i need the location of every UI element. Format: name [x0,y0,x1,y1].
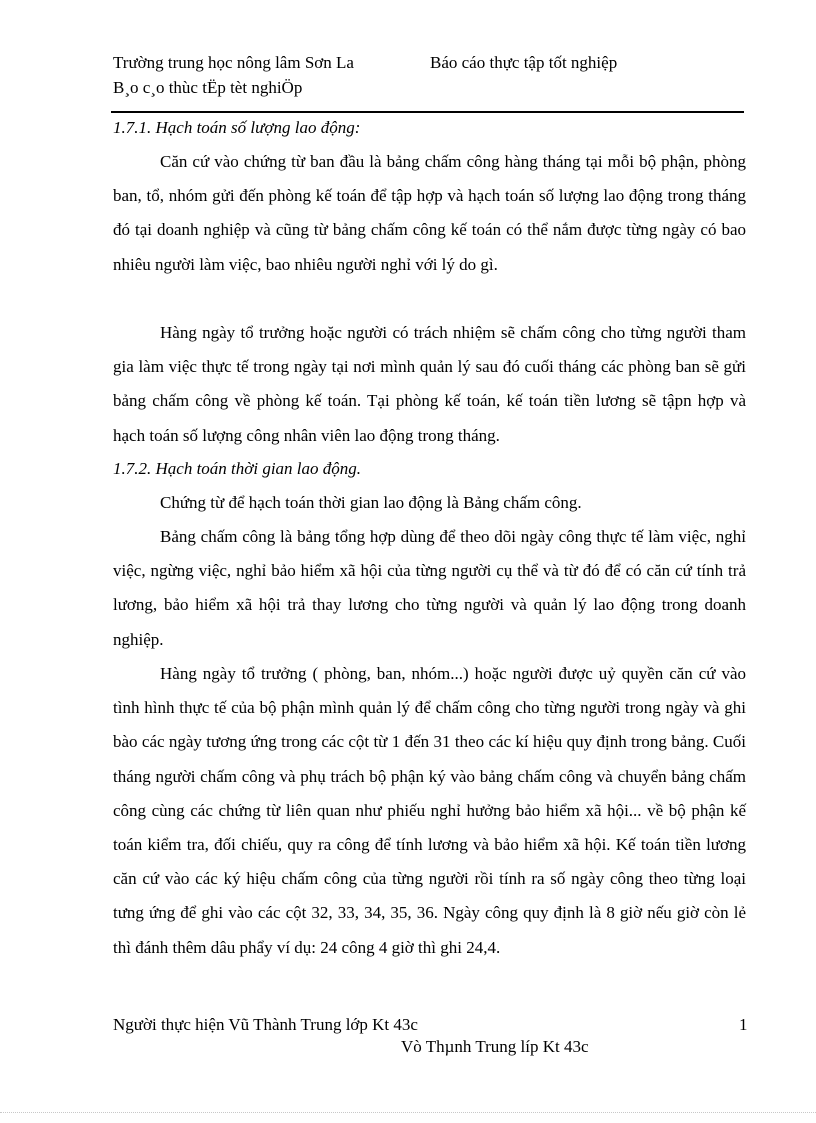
paragraph-1-7-2-a: Chứng từ để hạch toán thời gian lao động là Bảng chấm công. [160,493,582,512]
page-number: 1 [739,1015,748,1034]
paragraph-1-7-1-b: Hàng ngày tổ trưởng hoặc người có trách nhiệm sẽ chấm công cho từng người tham gia làm việc thực tế trong ngày tại nơi mình quản lý sau đó cuối tháng các phòng ban sẽ gửi bảng chấm công về phòng kế toán. Tại phòng kế toán, kế toán tiền lương sẽ tậpn hợp và hạch toán số lượng công nhân viên lao động trong tháng. [113,323,746,445]
paragraph-1-7-2-c: Hàng ngày tổ trưởng ( phòng, ban, nhóm...) hoặc người được uỷ quyền căn cứ vào tình hình thực tế của bộ phận mình quản lý để chấm công cho từng người trong ngày và ghi bào các ngày tương ứng trong các cột từ 1 đến 31 theo các kí hiệu quy định trong bảng. Cuối tháng người chấm công và phụ trách bộ phận ký vào bảng chấm công và chuyển bảng chấm công cùng các chứng từ liên quan như phiếu nghỉ hưởng bảo hiểm xã hội... về bộ phận kế toán kiểm tra, đối chiếu, quy ra công để tính lương và bảo hiểm xã hội. Kế toán tiền lương căn cứ vào các ký hiệu chấm công của từng người rồi tính ra số ngày công theo từng loại tưng ứng để ghi vào các cột 32, 33, 34, 35, 36. Ngày công quy định là 8 giờ nếu giờ còn lẻ thì đánh thêm dâu phẩy ví dụ: 24 công 4 giờ thì ghi 24,4. [113,664,746,957]
footer-garbled-author: Vò Thµnh Trung líp Kt 43c [401,1037,589,1056]
paragraph-1-7-1-a: Căn cứ vào chứng từ ban đầu là bảng chấm công hàng tháng tại mỗi bộ phận, phòng ban, tổ, nhóm gửi đến phòng kế toán để tập hợp và hạch toán số lượng lao động trong tháng đó tại doanh nghiệp và cũng từ bảng chấm công kế toán có thể nắm được từng ngày có bao nhiêu người làm việc, bao nhiêu người nghỉ với lý do gì. [113,152,746,274]
header-report-title: Báo cáo thực tập tốt nghiệp [430,53,618,72]
page-bottom-border [0,1112,816,1113]
header-school: Trường trung học nông lâm Sơn La [113,53,354,72]
footer-author: Người thực hiện Vũ Thành Trung lớp Kt 43c [113,1015,418,1034]
header-garbled-title: B¸o c¸o thùc tËp tèt nghiÖp [113,78,303,97]
paragraph-1-7-2-b: Bảng chấm công là bảng tổng hợp dùng để theo dõi ngày công thực tế làm việc, nghỉ việc, ngừng việc, nghỉ bảo hiểm xã hội của từng người cụ thể và từ đó để có căn cứ tính trả lương, bảo hiểm xã hội trả thay lương cho từng người và quản lý lao động trong doanh nghiệp. [113,527,746,649]
header-divider [111,111,744,113]
section-heading-1-7-2: 1.7.2. Hạch toán thời gian lao động. [113,459,362,478]
section-heading-1-7-1: 1.7.1. Hạch toán số lượng lao động: [113,118,361,137]
